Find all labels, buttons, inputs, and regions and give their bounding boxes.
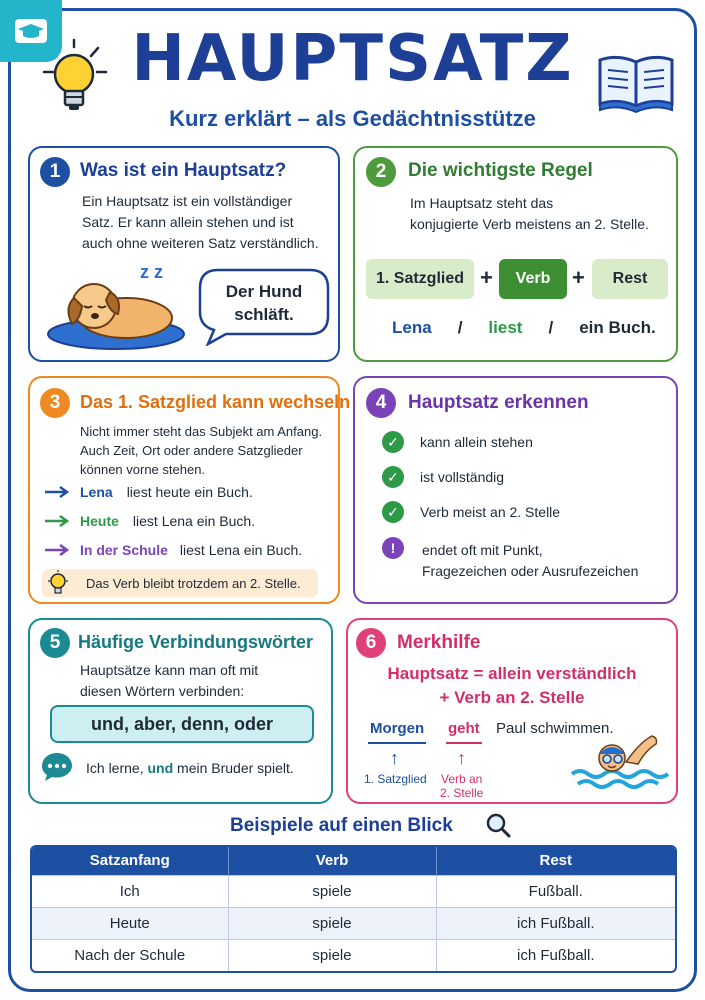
text-line: diesen Wörtern verbinden: <box>80 683 245 699</box>
table-cell: spiele <box>228 907 436 939</box>
check-item <box>382 501 560 523</box>
text-line: Ein Hauptsatz ist ein vollständiger <box>82 193 293 209</box>
card-title: Was ist ein Hauptsatz? <box>80 160 287 181</box>
conjunction-box: und, aber, denn, oder <box>50 705 314 743</box>
card-text <box>82 191 319 254</box>
example-conjunction: und <box>147 760 174 776</box>
card-title: Häufige Verbindungswörter <box>78 632 314 652</box>
table-cell: Fußball. <box>436 875 675 907</box>
text-line: Satz. Er kann allein stehen und ist <box>82 214 294 230</box>
checkmark-icon: ✓ <box>382 466 404 488</box>
example-first: In der Schule <box>80 542 168 558</box>
mnemonic-word-verb: geht <box>448 720 480 737</box>
magnifier-icon <box>484 811 512 839</box>
example-row <box>44 513 255 529</box>
column-header: Verb <box>228 847 436 875</box>
sleep-zz-text: z z <box>140 262 164 282</box>
card-number: 4 <box>366 388 396 418</box>
text-line: Hauptsätze kann man oft mit <box>80 662 259 678</box>
checkmark-icon: ✓ <box>382 431 404 453</box>
text-line: konjugierte Verb meistens an 2. Stelle. <box>410 216 649 232</box>
bubble-line: Der Hund <box>225 282 303 301</box>
column-header: Rest <box>436 847 675 875</box>
card-title: Hauptsatz erkennen <box>408 392 589 413</box>
example-row <box>44 542 302 558</box>
card-number: 6 <box>356 628 386 658</box>
example-separator: / <box>457 318 463 337</box>
card-title: Die wichtigste Regel <box>408 160 593 181</box>
table-cell: ich Fußball. <box>436 939 675 971</box>
chip-first-element: 1. Satzglied <box>366 259 474 299</box>
chip-verb: Verb <box>499 259 567 299</box>
arrow-right-icon <box>44 514 70 528</box>
card-title: Merkhilfe <box>397 632 481 653</box>
text-line: können vorne stehen. <box>80 462 206 477</box>
text-line: endet oft mit Punkt, <box>422 542 543 558</box>
text-line: auch ohne weiteren Satz verständlich. <box>82 235 319 251</box>
checkmark-icon: ✓ <box>382 501 404 523</box>
card-text <box>80 422 322 479</box>
card-number: 3 <box>40 388 70 418</box>
column-header: Satzanfang <box>32 847 228 875</box>
conjunction-example <box>86 760 294 776</box>
check-item <box>382 431 533 453</box>
table-header-row <box>32 847 675 875</box>
table-cell: Nach der Schule <box>32 939 228 971</box>
card-text <box>410 193 649 235</box>
example-verb: liest <box>488 318 523 337</box>
label-first-element: 1. Satzglied <box>364 772 427 786</box>
underline <box>446 742 482 744</box>
check-text: Verb meist an 2. Stelle <box>420 504 561 520</box>
card-number: 5 <box>40 628 70 658</box>
table-cell: Ich <box>32 875 228 907</box>
table-cell: Heute <box>32 907 228 939</box>
tip-text: Das Verb bleibt trotzdem an 2. Stelle. <box>86 576 301 591</box>
mnemonic-word-first: Morgen <box>370 720 425 737</box>
graduation-cap-icon <box>0 0 62 62</box>
example-subject: Lena <box>392 318 432 337</box>
example-clause-b: mein Bruder spielt. <box>177 760 294 776</box>
underline <box>368 742 426 744</box>
table-cell: spiele <box>228 939 436 971</box>
plus-sign: + <box>572 265 585 290</box>
formula <box>356 662 668 710</box>
bubble-line: schläft. <box>234 305 294 324</box>
table-row <box>32 907 675 939</box>
chip-rest: Rest <box>592 259 668 299</box>
check-text: ist vollständig <box>420 469 505 485</box>
arrow-up-icon: ↑ <box>457 748 466 768</box>
plus-sign: + <box>480 265 493 290</box>
exclamation-icon: ! <box>382 537 404 559</box>
card-text <box>80 660 258 702</box>
examples-table <box>30 845 677 973</box>
example-rest: liest Lena ein Buch. <box>179 542 303 558</box>
label-verb <box>440 772 483 800</box>
label-line: Verb an <box>440 772 483 786</box>
text-line: Nicht immer steht das Subjekt am Anfang. <box>80 424 323 439</box>
card-number: 1 <box>40 157 70 187</box>
text-line: Im Hauptsatz steht das <box>410 195 554 211</box>
arrow-up-icon: ↑ <box>390 748 399 768</box>
page-title: HAUPTSATZ <box>131 22 574 96</box>
text-line: Fragezeichen oder Ausrufezeichen <box>422 563 639 579</box>
card-title: Das 1. Satzglied kann wechseln <box>80 392 351 412</box>
example-rest: ein Buch. <box>579 318 656 337</box>
example-rest: liest heute ein Buch. <box>126 484 253 500</box>
lightbulb-icon <box>46 569 70 597</box>
label-line: 2. Stelle <box>440 786 484 800</box>
example-rest: liest Lena ein Buch. <box>132 513 256 529</box>
example-separator: / <box>548 318 554 337</box>
formula-line: Hauptsatz = allein verständlich <box>387 664 637 683</box>
page-subtitle: Kurz erklärt – als Gedächtnisstütze <box>169 106 536 131</box>
formula-line: + Verb an 2. Stelle <box>439 688 585 707</box>
example-first: Heute <box>80 513 119 529</box>
speech-bubble-text <box>206 280 322 326</box>
card-number: 2 <box>366 157 396 187</box>
arrow-right-icon <box>44 485 70 499</box>
arrow-right-icon <box>44 543 70 557</box>
table-cell: spiele <box>228 875 436 907</box>
chat-bubble-icon <box>40 751 74 783</box>
note-text <box>422 540 638 582</box>
examples-heading: Beispiele auf einen Blick <box>230 815 453 836</box>
rule-example <box>392 318 656 338</box>
check-text: kann allein stehen <box>420 434 533 450</box>
table-cell: ich Fußball. <box>436 907 675 939</box>
sleeping-dog-icon <box>44 270 194 352</box>
example-row <box>44 484 253 500</box>
mnemonic-word-rest: Paul schwimmen. <box>496 720 614 737</box>
example-first: Lena <box>80 484 113 500</box>
text-line: Auch Zeit, Ort oder andere Satzglieder <box>80 443 303 458</box>
table-row <box>32 875 675 907</box>
swimmer-icon <box>568 732 670 794</box>
table-row <box>32 939 675 971</box>
example-clause-a: Ich lerne, <box>86 760 144 776</box>
check-item <box>382 466 504 488</box>
